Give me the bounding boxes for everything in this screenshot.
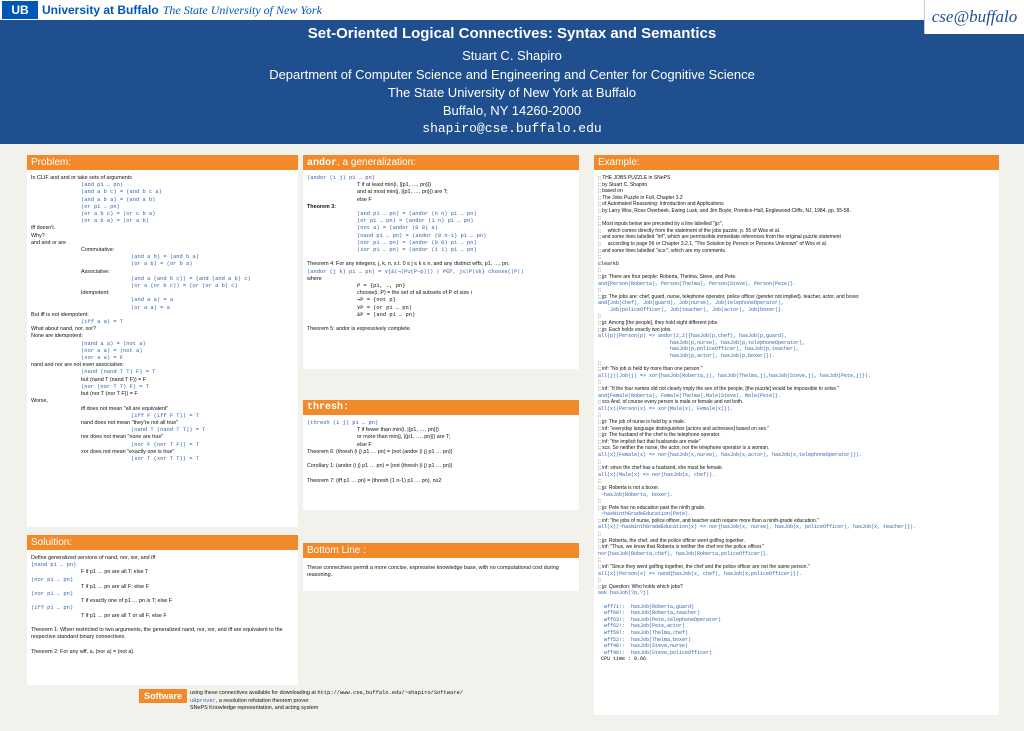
solution-line: Define generalized versions of nand, nor, xor, and iff — [31, 555, 156, 561]
bottom-line-panel — [303, 543, 579, 591]
solution-line: T if p1 … pn are all F; else F — [81, 583, 149, 590]
bottom-line-text: These connectives permit a more concise, expressive knowledge base, with no computational cost during reasoning. — [307, 565, 559, 579]
example-line: all(x)(~hasNinthGradeEducation(x) => nor{hasJob(x, nurse), hasJob(x, policeOfficer), hasJob(x, teacher)}). — [598, 524, 917, 531]
software-line-1-text: using these connectives available for downloading at — [190, 690, 318, 696]
andor-heading-rest: , a generalization: — [337, 157, 416, 168]
example-line: ~hasJob(Roberta, boxer). — [598, 491, 674, 498]
problem-line: (and a (and b c)) = (and (and a b) c) — [131, 275, 251, 282]
problem-line: and and or are — [31, 239, 67, 246]
solution-line: Theorem 2: For any wff, a, (nor a) = (not a). — [31, 648, 135, 655]
author: Stuart C. Shapiro — [462, 48, 562, 63]
example-line: wff68!: hasJob(Roberta,teacher) — [598, 610, 701, 617]
software-line-1 — [190, 690, 590, 698]
problem-line: (or a b a) = (or a b) — [81, 218, 149, 225]
example-line: Job(policeOfficer), Job(teacher), Job(actor), Job(boxer)}. — [598, 306, 785, 313]
example-line: ;; jp: The husband of the chef is the telephone operator. — [598, 432, 721, 439]
example-line: ;; inf: "the implicit fact that husbands are male" — [598, 438, 701, 445]
example-line: ;; — [598, 412, 601, 419]
example-line: ;; — [598, 359, 601, 366]
example-line: ask hasJob(?p,?j) — [598, 590, 650, 597]
solution-line: T if exactly one of p1 … pn is T; else F — [81, 598, 173, 605]
example-line: hasJob(p,nurse), hasJob(p,telephoneOperator), — [598, 339, 806, 346]
andor-line: T if at least min(i, |{p1, …, pn}|) — [357, 182, 432, 189]
andor-body — [303, 171, 579, 337]
andor-line: (andor (j k) p1 … pn) = ∨{&(¬(P∪(P−p))) | P∈ℙ, j≤|P|≤k} choose(|P|) — [307, 268, 524, 275]
andor-line: Theorem 5: andor is expressively complete. — [307, 326, 412, 333]
andor-line: else F — [357, 196, 372, 203]
example-line: ;; according to page 56 or Chapter 3.2.1, "The Solution by Person or Persons Unknown" of Wos et al. — [598, 240, 828, 247]
example-line: wff71!: hasJob(Roberta,guard) — [598, 603, 695, 610]
andor-line: (nor p1 … pn) = (andor (0 0) p1 … pn) — [357, 239, 477, 246]
example-line: all(x)(Male(x) => nor(hasJob(x, chef)). — [598, 471, 716, 478]
solution-line: (xor p1 … pn) — [31, 591, 74, 598]
andor-heading — [303, 155, 579, 171]
problem-line: What about nand, nor, xor? — [31, 326, 97, 333]
example-line: ;; and some lines labelled "scs:", which are my comments. — [598, 247, 727, 254]
andor-line: ¬P = {not p} — [357, 297, 396, 304]
example-line: ;; THE JOBS PUZZLE in SNePS — [598, 175, 671, 181]
example-line: ;; inf: "everyday language distinguishes [actors and actresses] based on sex." — [598, 425, 770, 432]
address: Buffalo, NY 14260-2000 — [442, 103, 582, 118]
example-line — [598, 597, 995, 604]
problem-line: Why? — [31, 232, 45, 239]
problem-line: (nand T (nand T T)) = T — [131, 427, 206, 434]
andor-line: (nand p1 … pn) = (andor (0 n-1) p1 … pn) — [357, 232, 487, 239]
example-line: ;; inf: "Since they went golfing together, the chef and the police officer are not the same person." — [598, 564, 810, 571]
problem-panel — [27, 155, 298, 527]
problem-body — [27, 171, 298, 467]
example-line: ;; — [598, 214, 601, 221]
problem-line: but (nand T (nand T F)) = F — [81, 376, 147, 383]
software-text — [190, 690, 590, 713]
thresh-line: (thresh (i j) p1 … pn) — [307, 420, 379, 426]
university: The State University of New York at Buffalo — [387, 85, 637, 100]
example-line: ;; inf: since the chef has a husband, she must be female. — [598, 465, 724, 472]
example-line: wff48!: hasJob(Steve,nurse) — [598, 643, 689, 650]
andor-line: P = {p1, …, pn} — [357, 283, 406, 290]
problem-line: (and a a) = a — [131, 297, 174, 304]
poster-title: Set-Oriented Logical Connectives: Syntax and Semantics — [307, 25, 717, 42]
example-line: ;; scs And, of course every person is male or female and not both. — [598, 399, 744, 406]
example-line: clearkb — [598, 260, 620, 267]
problem-line: (xor T (xor T T)) = T — [131, 455, 199, 462]
example-line: ;; — [598, 498, 601, 505]
example-line: ;; jp: Question: Who holds which jobs? — [598, 583, 683, 590]
problem-line: (and a b) = (and b a) — [131, 254, 199, 261]
problem-line: nand and nor are not even associative: — [31, 362, 124, 369]
problem-line: In CLIF and and or take sets of arguments — [31, 175, 132, 181]
solution-body — [27, 551, 298, 660]
problem-line: Associative: — [81, 268, 110, 275]
problem-line: iff does not mean "all are equivalent" — [81, 405, 169, 412]
example-line: ;; inf: "If the four names did not clearly imply the sex of the people, [the puzzle] would be impossible to solve." — [598, 386, 840, 392]
example-line: all(x)(Person(x) => nand{hasJob(x, chef), hasJob(x,policeOfficer)}). — [598, 570, 803, 577]
ub-name: University at Buffalo — [42, 3, 159, 17]
andor-line: and at most min(j, |{p1, …, pn}|) are T; — [357, 189, 448, 196]
example-line: hasJob(p,policeOfficer), hasJob(p,teacher), — [598, 346, 800, 353]
example-line: ;; The Jobs Puzzle in Full, Chapter 3.2 — [598, 194, 683, 201]
solution-line: F if p1 … pn are all T; else T — [81, 569, 149, 576]
problem-line: but (nor T (nor T F)) = F — [81, 391, 138, 398]
solution-line: Theorem 1: When restricted to two arguments, the generalized nand, nor, xor, and iff are equivalent to the respective standard binary connectives. — [31, 627, 283, 641]
example-line: ;; jp: Roberta, the chef, and the police officer went golfing together. — [598, 537, 745, 544]
andor-panel — [303, 155, 579, 369]
problem-heading: Problem: — [27, 155, 298, 171]
andor-line: where — [307, 275, 322, 282]
example-line: ;; scs: So neither the nurse, the actor, nor the telephone operator is a woman. — [598, 445, 770, 452]
andor-line: (not a) = (andor (0 0) a) — [357, 225, 438, 232]
thresh-line — [307, 470, 575, 477]
andor-line: Theorem 3: — [307, 203, 337, 210]
andor-line: (and p1 … pn) = (andor (n n) p1 … pn) — [357, 211, 477, 218]
ub-mark: UB — [2, 1, 38, 19]
problem-line: nor does not mean "none are true" — [81, 434, 164, 441]
problem-line: (xor a a) = F — [81, 355, 124, 362]
example-line: hasJob(p,actor), hasJob(p,boxer)}). — [598, 353, 776, 360]
problem-line: (iff F (iff F T)) = T — [131, 412, 199, 419]
example-line: wff63!: hasJob(Pete,telephoneOperator) — [598, 616, 722, 623]
ub-logo[interactable] — [2, 1, 322, 19]
andor-line — [307, 319, 575, 326]
thresh-line: Theorem 6: (thresh (i j) p1 … pn) = (not (andor (i j) p1 … pn)) — [307, 448, 453, 455]
example-line: ;; by Stuart C. Shapiro — [598, 181, 648, 188]
example-line: ;; jp: The jobs are: chef, guard, nurse, telephone operator, police officer (gender not implied), teacher, actor, and boxer. — [598, 293, 860, 300]
problem-line: (or a b) = (or b a) — [131, 261, 193, 268]
thresh-line: T if fewer than min(i, |{p1, …, pn}|) — [357, 427, 439, 434]
department: Department of Computer Science and Engineering and Center for Cognitive Science — [269, 67, 755, 82]
example-line: ;; jp: Roberta is not a boxer. — [598, 484, 660, 491]
example-line: ;; — [598, 267, 601, 274]
solution-line — [31, 641, 294, 648]
example-line: all(p)(Person(p) => andor(2,2){hasJob(p,chef), hasJob(p,guard), — [598, 333, 788, 340]
thresh-heading: thresh: — [303, 400, 579, 416]
andor-line: Theorem 4: For any integers, j, k, n, s.t. 0 ≤ j ≤ k ≤ n, and any distinct wffs, p1, …, pn, — [307, 261, 510, 268]
thresh-line: or more than min(j, |{p1, …, pn}|) are T; — [357, 434, 451, 441]
example-line: all(x)(Person(x) => xor{Male(x), Female(x)}). — [598, 405, 734, 412]
thresh-line: Corollary 1: (andor (i j) p1 … pn) = (not (thresh (i j) p1 … pn)) — [307, 463, 453, 470]
poster-header — [0, 20, 1024, 144]
problem-line: None are idempotent: — [31, 333, 83, 340]
example-line: ;; — [598, 379, 601, 386]
problem-line: (or p1 … pn) — [81, 203, 120, 210]
software-badge: Software — [139, 689, 187, 703]
problem-line: (or a (or b c)) = (or (or a b) c) — [131, 283, 238, 290]
software-prover-name: uBprover — [190, 697, 216, 704]
problem-line: (iff a a) = T — [81, 319, 124, 326]
problem-line: (nand (nand T T) F) = T — [81, 369, 156, 376]
andor-line: choose(i, P) = the set of all subsets of P of size i — [357, 290, 472, 297]
thresh-panel — [303, 400, 579, 510]
email-link[interactable]: shapiro@cse.buffalo.edu — [422, 121, 602, 136]
example-line: ;; — [598, 577, 601, 584]
example-line: and{Job(chef), Job(guard), Job(nurse), Job(telephoneOperator), — [598, 300, 785, 307]
thresh-line: Theorem 7: (iff p1 … pn) = (thresh (1 n-1) p1 … pn), n≥2 — [307, 477, 442, 484]
example-line: nor{hasJob(Roberta,chef), hasJob(Roberta,policeOfficer)}. — [598, 550, 770, 557]
example-line: wff52!: hasJob(Thelma,boxer) — [598, 636, 692, 643]
thresh-line — [307, 456, 575, 463]
andor-line: ∨P = (or p1 … pn) — [357, 304, 413, 311]
solution-line: (iff p1 … pn) — [31, 605, 74, 612]
problem-line: iff doesn't. — [31, 225, 56, 232]
problem-line: (and a b a) = (and a b) — [81, 196, 156, 203]
example-line: and{Person(Roberta), Person(Thelma), Person(Steve), Person(Pete)}. — [598, 280, 797, 287]
example-line: ;; of Automated Reasoning: Introduction and Applications — [598, 201, 724, 208]
example-line: ;; jp: Each holds exactly two jobs. — [598, 326, 672, 333]
andor-line: (andor (i j) p1 … pn) — [307, 175, 375, 181]
problem-line: (or a b c) = (or c b a) — [81, 211, 156, 218]
thresh-line: else F — [357, 441, 372, 448]
example-line: and{Female(Roberta), Female(Thelma),Male(Steve), Male(Pete)}. — [598, 392, 782, 399]
andor-line: (xor p1 … pn) = (andor (1 1) p1 … pn) — [357, 247, 477, 254]
thresh-body — [303, 416, 579, 489]
example-line: ;; — [598, 531, 601, 538]
example-line: ;; — [598, 557, 601, 564]
ub-tagline: The State University of New York — [162, 2, 322, 17]
top-bar — [0, 0, 1024, 20]
andor-heading-code: andor — [307, 158, 338, 169]
example-line: all(j)(Job(j) => xor{hasJob(Roberta,j), hasJob(Thelma,j),hasJob(Steve,j), hasJob(Pete,j)}). — [598, 372, 872, 379]
example-line: ;; Most inputs below are preceded by a line labelled "jp:", — [598, 221, 724, 228]
problem-line: Idempotent: — [81, 290, 110, 297]
problem-line: Worse, — [31, 398, 48, 405]
example-line: ;; inf: "the jobs of nurse, police officer, and teacher each require more than a ninth-grade education." — [598, 517, 819, 524]
problem-line: Commutative: — [81, 247, 115, 254]
example-line: ;; inf: "No job is held by more than one person." — [598, 366, 703, 373]
example-line: ;; jp: There are four people: Roberta, Thelma, Steve, and Pete. — [598, 273, 737, 280]
andor-line: &P = (and p1 … pn) — [357, 311, 416, 318]
software-url-link[interactable]: http://www.cse,buffalo.edu/~shapiro/Software/ — [317, 690, 463, 696]
solution-line: (nand p1 … pn) — [31, 562, 77, 569]
example-body — [594, 171, 999, 667]
example-line: ;; jp: The job of nurse is held by a male. — [598, 418, 686, 425]
problem-line: nand does not mean "they're not all true" — [81, 419, 179, 426]
problem-line: (nor a a) = (not a) — [81, 347, 143, 354]
example-line: wff46!: hasJob(Steve,policeOfficer) — [598, 649, 713, 656]
example-line: ;; — [598, 287, 601, 294]
andor-line: (or p1 … pn) = (andor (1 n) p1 … pn) — [357, 218, 474, 225]
solution-line: (nor p1 … pn) — [31, 576, 74, 583]
problem-line: (nand a a) = (not a) — [81, 340, 146, 347]
cse-buffalo-logo[interactable]: cse@buffalo — [924, 0, 1024, 34]
problem-line: (nor (nor T T) F) = T — [81, 383, 149, 390]
example-line: ;; inf: "Thus, we know that Roberta is neither the chef nor the police officer." — [598, 544, 765, 551]
example-line: ;; jp: Pete has no education past the ninth grade. — [598, 504, 706, 511]
example-line: ~hasNinthGradeEducation(Pete). — [598, 511, 692, 518]
example-line: ;; — [598, 458, 601, 465]
problem-line: (nor F (nor T F)) = T — [131, 441, 199, 448]
example-heading: Example: — [594, 155, 999, 171]
example-line: ;; — [598, 254, 601, 261]
solution-panel — [27, 535, 298, 685]
solution-line: T if p1 … pn are all T or all F; else F — [81, 612, 167, 619]
example-panel — [594, 155, 999, 715]
solution-heading: Soluition: — [27, 535, 298, 551]
problem-line: (and a b c) = (and b c a) — [81, 189, 162, 196]
example-line: ;; — [598, 478, 601, 485]
bottom-line-heading: Bottom Line : — [303, 543, 579, 559]
example-line: wff62!: hasJob(Pete,actor) — [598, 623, 686, 630]
software-line-3: SNePS Knowledge representation, and acting system — [190, 705, 319, 711]
problem-line: But iff is not idempotent: — [31, 311, 89, 318]
example-line: ;; and some lines labelled "inf", which are permissible immediate inferences from the original puzzle statement — [598, 234, 841, 241]
example-line: CPU time : 0.66 — [598, 656, 647, 663]
problem-line: xor does not mean "exactly one is true" — [81, 448, 175, 455]
software-line-2-text: , a resolution refutation theorem prover — [215, 697, 309, 704]
example-line: wff59!: hasJob(Thelma,chef) — [598, 629, 689, 636]
andor-line — [307, 254, 575, 261]
example-line: ;; — [598, 313, 601, 320]
example-line: ;; by Larry Wos, Ross Overbeek, Ewing Lusk, and Jim Boyle, Prentice-Hall, Englewood Cliffs, NJ, 1984, pp. 55-58. — [598, 207, 851, 214]
software-line-2 — [190, 698, 590, 706]
example-line: all(x)(Female(x) => nor{hasJob(x,nurse), hasJob(x,actor), hasJob(x,telephoneOperator)}). — [598, 451, 863, 458]
example-line: ;; which comes directly from the statement of the jobs puzzle, p. 55 of Wos et al. — [598, 227, 781, 234]
problem-line: (or a a) = a — [131, 304, 170, 311]
example-line: ;; jp: Among [the people], they hold eight different jobs. — [598, 320, 719, 327]
example-line: ;; based on — [598, 188, 623, 195]
problem-line: (and p1 … pn) — [81, 182, 124, 189]
solution-line — [31, 620, 294, 627]
